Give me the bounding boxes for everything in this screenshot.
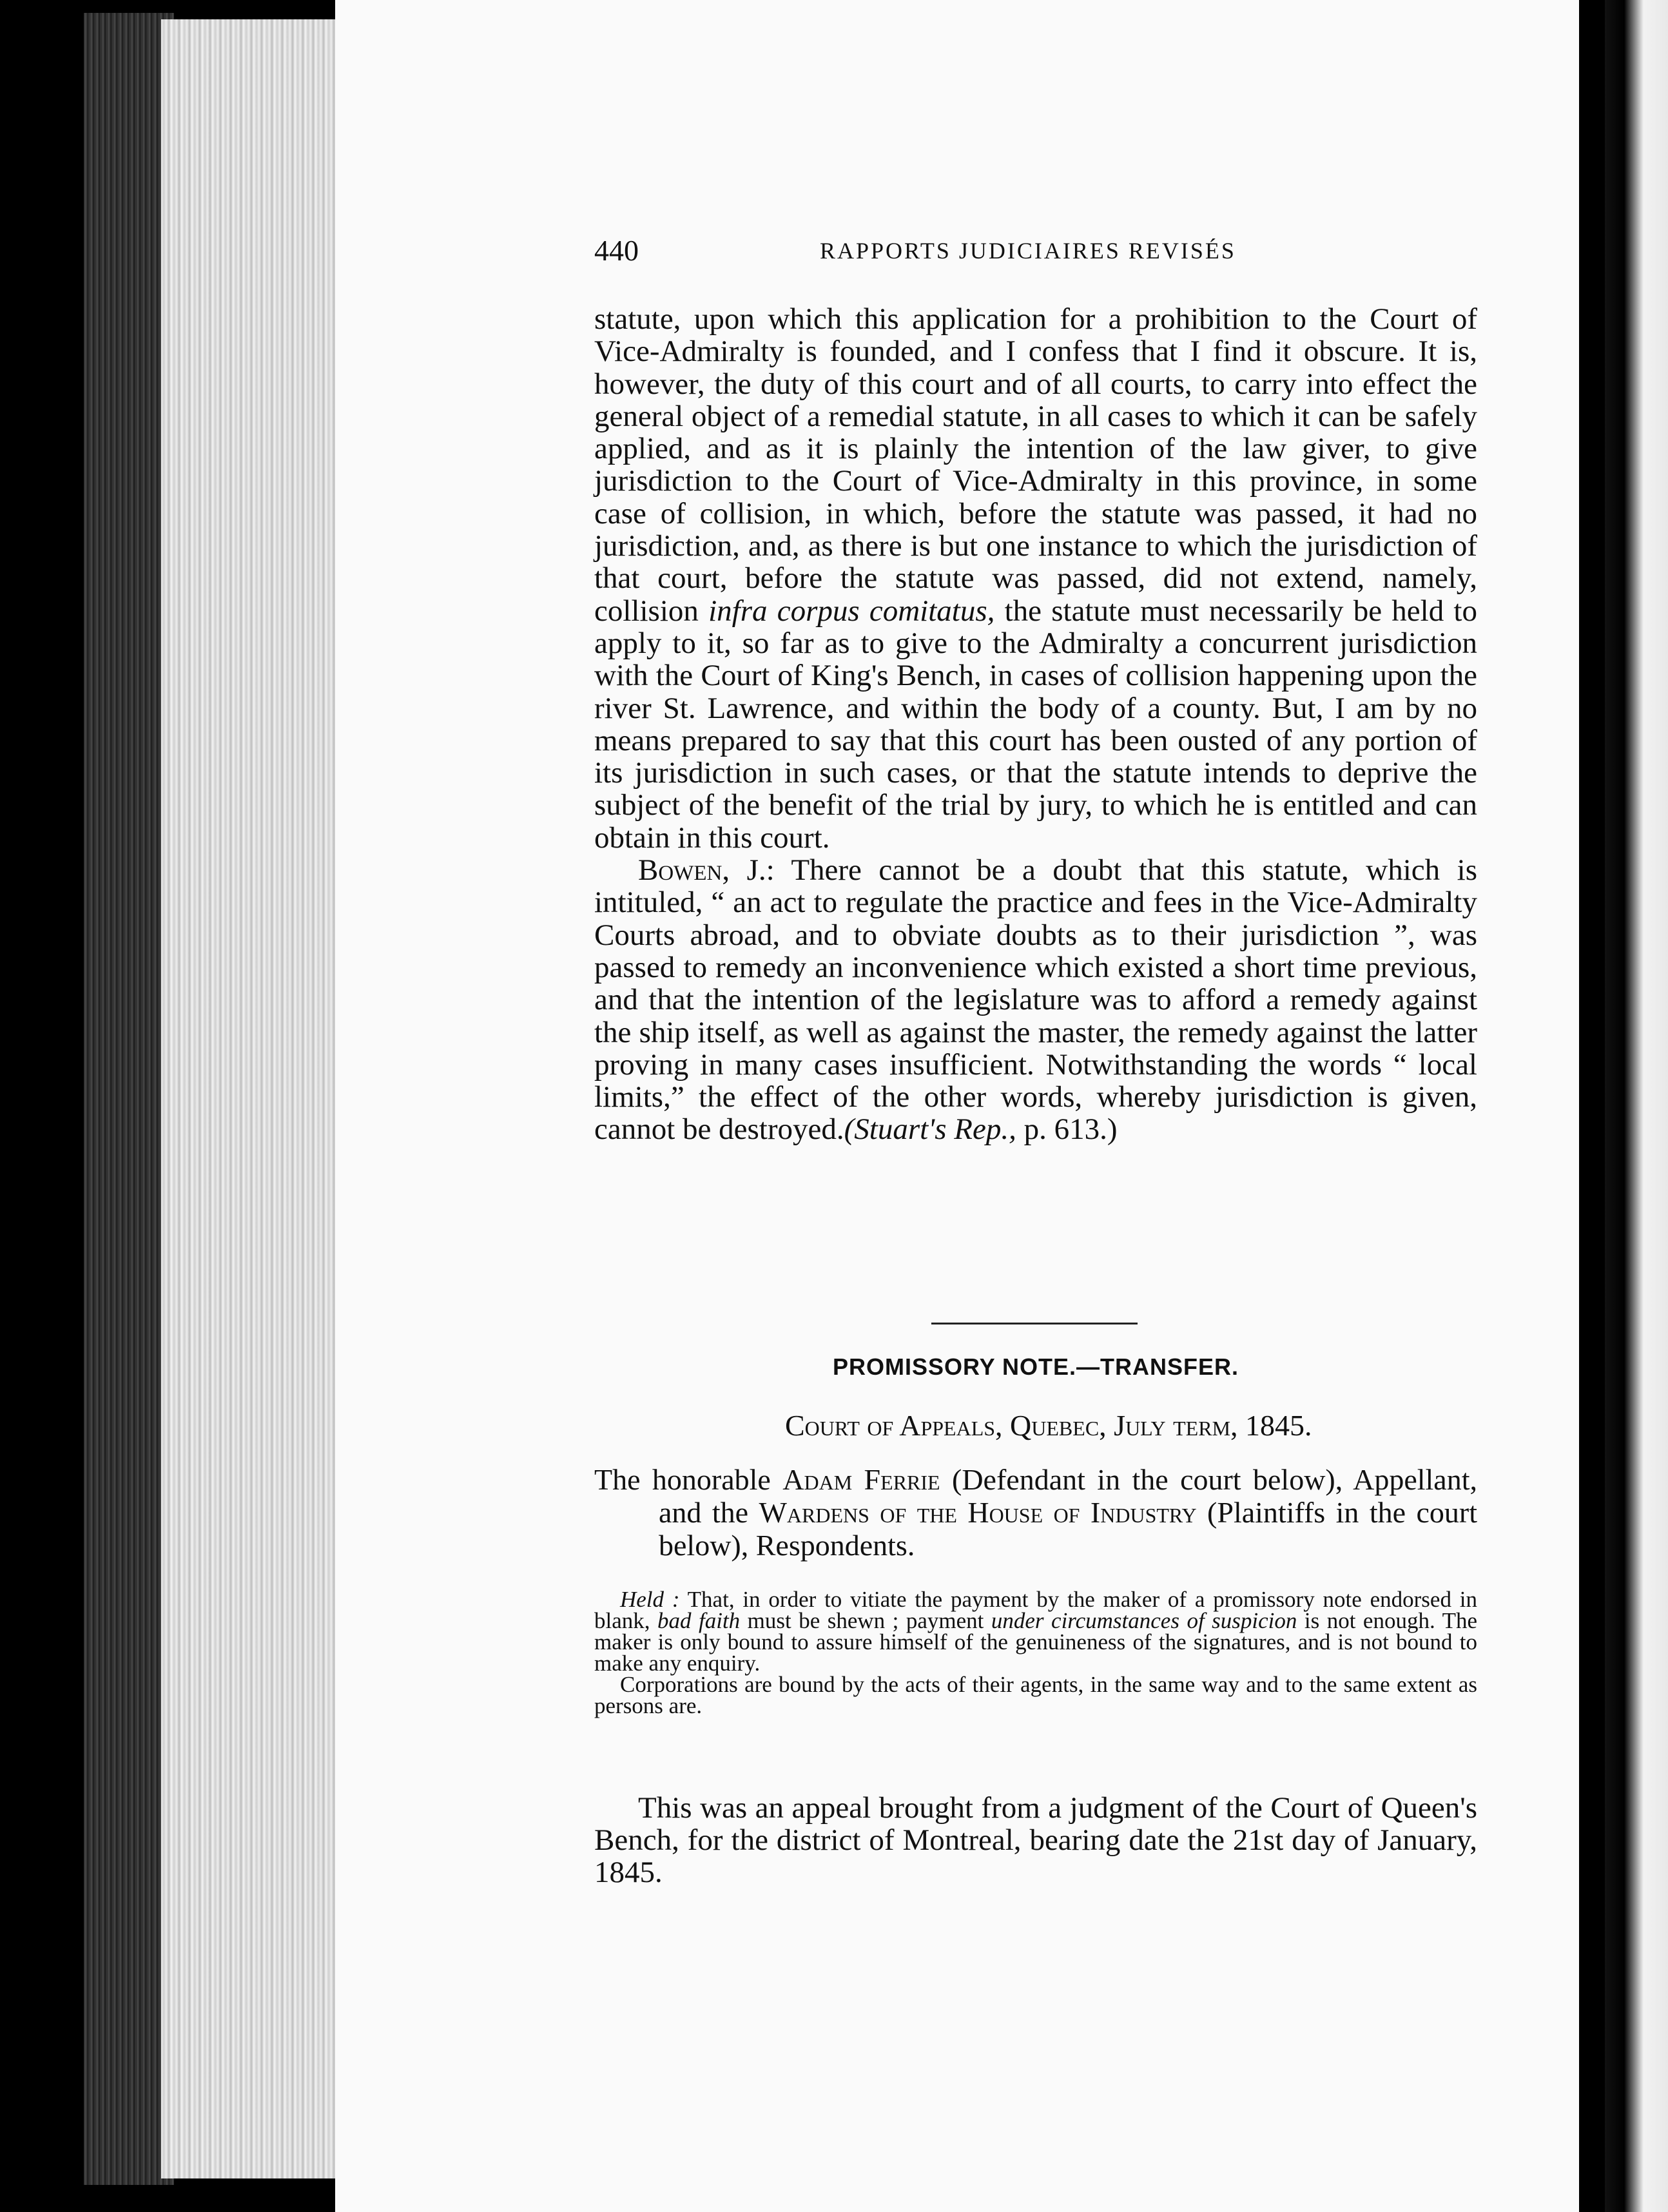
section-divider: [931, 1323, 1138, 1324]
paragraph-1-text-b: the statute must necessarily be held to apply to it, so far as to give to the Admiralty a concurrent jurisdiction with the Court of King's Bench, in cases of collision happening upon the river St. Lawrence, and within the body of a county. But, I am by no means prepared to say that this court has been ousted of any portion of its jurisdiction in such cases, or that the statute intends to deprive the subject of the benefit of the trial by jury, to which he is entitled and can obtain in this court.: [594, 594, 1477, 855]
book-fore-edge: [84, 13, 174, 2185]
case-heading: PROMISSORY NOTE.—TRANSFER.: [832, 1353, 1239, 1380]
court-line: Court of Appeals, Quebec, July term, 1845.: [785, 1409, 1312, 1442]
paragraph-1: [594, 303, 1477, 854]
paragraph-1-italic: infra corpus comitatus,: [708, 594, 995, 628]
paragraph-2-text: : There cannot be a doubt that this statute, which is intituled, “ an act to regulate the practice and fees in the Vice-Admiralty Courts abroad, and to obviate doubts as to their jurisdiction ”, was passed to remedy an inconvenience which existed a short time previous, and that the intention of the legislature was to afford a remedy against the ship itself, as well as against the master, the remedy against the latter proving in many cases insufficient. Notwithstanding the words “ local limits,” the effect of the other words, whereby jurisdiction is given, cannot be destroyed.: [594, 853, 1477, 1147]
body-text: [594, 303, 1477, 1146]
held-text-a: That, in order to vitiate the payment by the maker of a promissory note endorsed in blank,: [594, 1587, 1477, 1633]
respondent-name: Wardens of the House of Industry: [759, 1496, 1197, 1529]
held-text-b: must be shewn ; payment: [740, 1608, 991, 1633]
parties-text-b: (Defendant in the court below), Appellant, and the: [659, 1463, 1477, 1529]
facing-page-edge: [1605, 0, 1668, 2212]
paragraph-1-text-a: statute, upon which this application for a prohibition to the Court of Vice-Admiralty is founded, and I confess that I find it obscure. It is, however, the duty of this court and of all courts, to carry into effect the general object of a remedial statute, in all cases to which it can be safely applied, and as it is plainly the intention of the law giver, to give jurisdiction to the Court of Vice-Admiralty in this province, in some case of collision, in which, before the statute was passed, it had no jurisdiction, and, as there is but one instance to which the jurisdiction of that court, before the statute was passed, did not extend, namely, collision: [594, 302, 1477, 628]
running-head: RAPPORTS JUDICIAIRES REVISÉS: [820, 238, 1236, 264]
case-parties: [594, 1463, 1477, 1562]
parties-text-a: The honorable: [594, 1463, 783, 1496]
paragraph-2: [594, 854, 1477, 1146]
held-italic-a: bad faith: [657, 1608, 741, 1633]
parties-text-c: (Plaintiffs in the court below), Respondents.: [659, 1496, 1477, 1562]
headnote-paragraph-1: [594, 1589, 1477, 1674]
headnote-paragraph-2: Corporations are bound by the acts of their agents, in the same way and to the same extent as persons are.: [594, 1672, 1477, 1718]
held-text-c: is not enough. The maker is only bound to assure himself of the genuineness of the signatures, and is not bound to make any enquiry.: [594, 1608, 1477, 1676]
citation-italic: (Stuart's Rep.,: [844, 1112, 1016, 1147]
headnote: [594, 1589, 1477, 1716]
page-header: [594, 233, 1477, 272]
page-stack-edge: [161, 19, 335, 2178]
held-italic-b: under circumstances of suspicion: [991, 1608, 1297, 1633]
judge-name: Bowen, J.: [638, 853, 766, 888]
page-number: 440: [594, 234, 639, 267]
citation-rest: p. 613.): [1016, 1112, 1118, 1147]
appellant-name: Adam Ferrie: [782, 1463, 940, 1496]
held-label: Held :: [620, 1587, 680, 1612]
final-paragraph: This was an appeal brought from a judgment of the Court of Queen's Bench, for the district of Montreal, bearing date the 21st day of January, 1845.: [594, 1791, 1477, 1889]
